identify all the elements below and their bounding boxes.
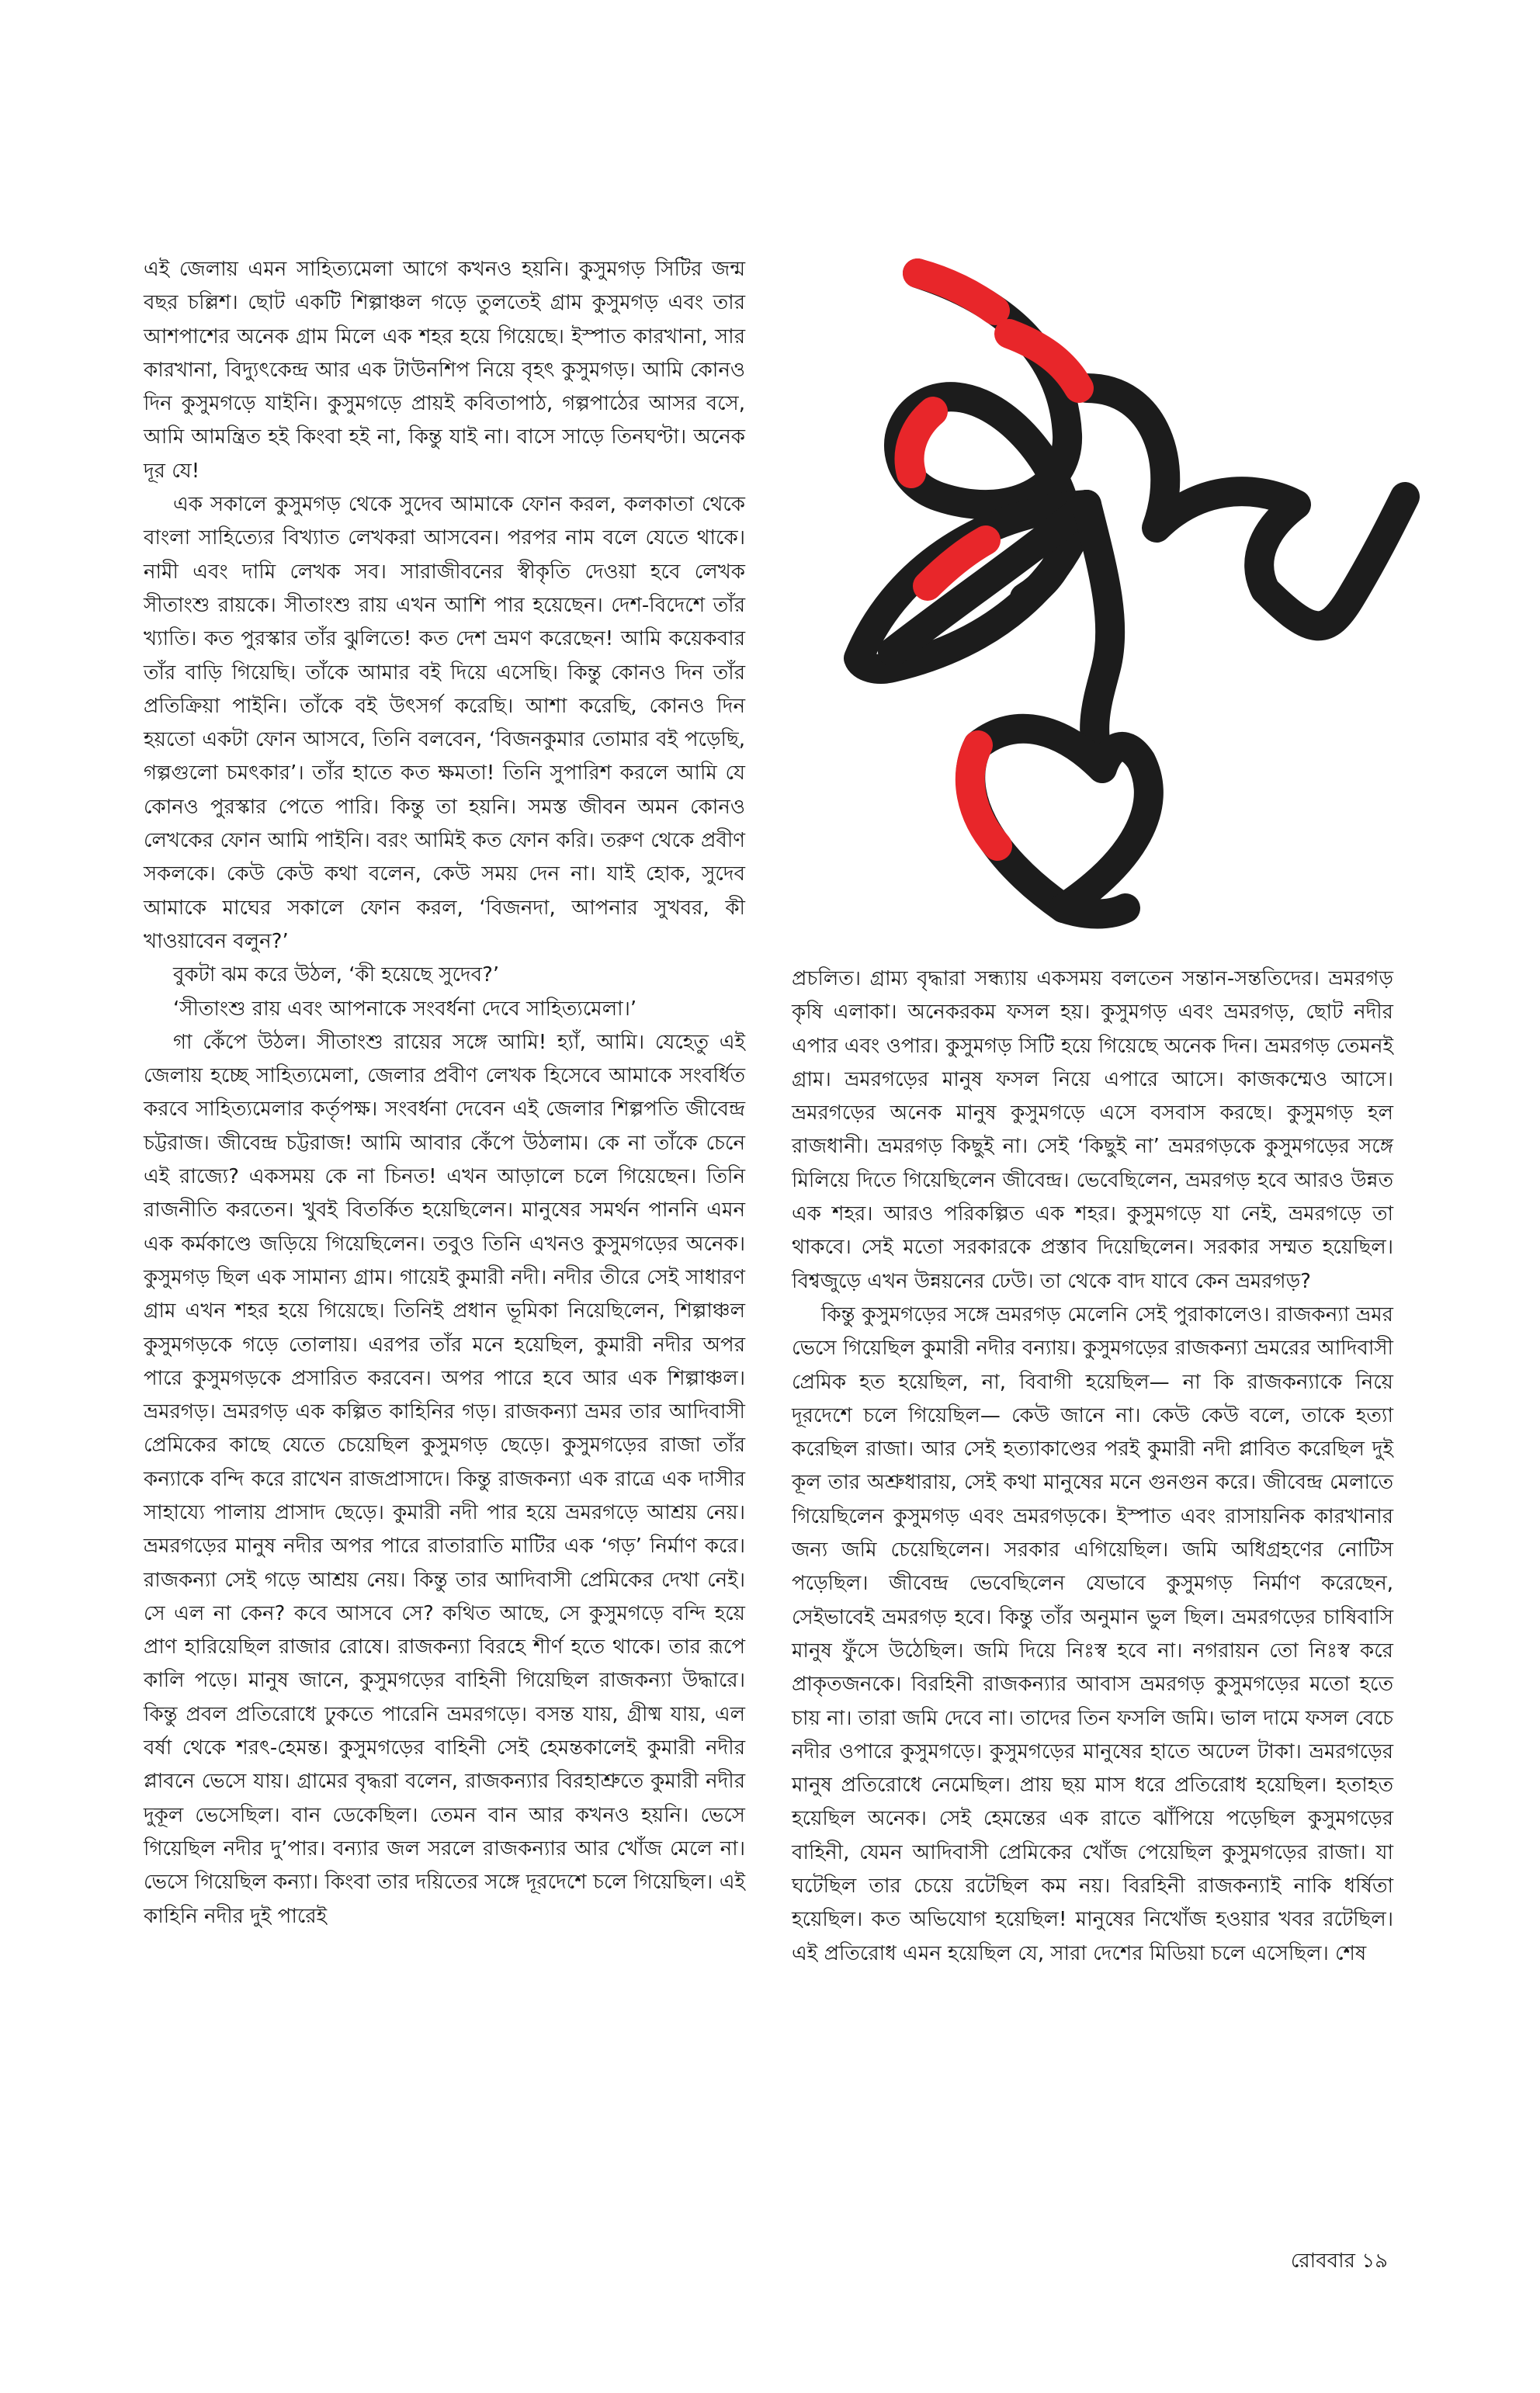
- page-folio: রোববার ১৯: [1290, 2249, 1388, 2273]
- stroke-top-accent: [917, 273, 995, 310]
- paragraph: প্রচলিত। গ্রাম্য বৃদ্ধারা সন্ধ্যায় একসময় বলতেন সন্তান-সন্ততিদের। ভ্রমরগড় কৃষি এলাকা। অনেকরকম ফসল হয়। কুসুমগড় এবং ভ্রমরগড়, ছোট নদীর এপার এবং ওপার। কুসুমগড় সিটি হয়ে গিয়েছে অনেক দিন। ভ্রমরগড় তেমনই গ্রাম। ভ্রমরগড়ের মানুষ ফসল নিয়ে এপারে আসে। কাজকম্মেও আসে। ভ্রমরগড়ের অনেক মানুষ কুসুমগড়ে এসে বসবাস করছে। কুসুমগড় হল রাজধানী। ভ্রমরগড় কিছুই না। সেই ‘কিছুই না’ ভ্রমরগড়কে কুসুমগড়ের সঙ্গে মিলিয়ে দিতে গিয়েছিলেন জীবেন্দ্র। ভেবেছিলেন, ভ্রমরগড় হবে আরও উন্নত এক শহর। আরও পরিকল্পিত এক শহর। কুসুমগড়ে যা নেই, ভ্রমরগড়ে তা থাকবে। সেই মতো সরকারকে প্রস্তাব দিয়েছিলেন। সরকার সম্মত হয়েছিল। বিশ্বজুড়ে এখন উন্নয়নের ঢেউ। তা থেকে বাদ যাবে কেন ভ্রমরগড়?: [792, 967, 1393, 1293]
- paragraph: ‘সীতাংশু রায় এবং আপনাকে সংবর্ধনা দেবে সাহিত্যমেলা।’: [173, 997, 637, 1021]
- paragraph: এই জেলায় এমন সাহিত্যমেলা আগে কখনও হয়নি। কুসুমগড় সিটির জন্ম বছর চল্লিশ। ছোট একটি শিল্পাঞ্চল গড়ে তুলতেই গ্রাম কুসুমগড় এবং তার আশপাশের অনেক গ্রাম মিলে এক শহর হয়ে গিয়েছে। ইস্পাত কারখানা, সার কারখানা, বিদ্যুৎকেন্দ্র আর এক টাউনশিপ নিয়ে বৃহৎ কুসুমগড়। আমি কোনও দিন কুসুমগড়ে যাইনি। কুসুমগড়ে প্রায়ই কবিতাপাঠ, গল্পপাঠের আসর বসে, আমি আমন্ত্রিত হই কিংবা হই না, কিন্তু যাই না। বাসে সাড়ে তিনঘণ্টা। অনেক দূর যে!: [144, 258, 745, 483]
- paragraph: গা কেঁপে উঠল। সীতাংশু রায়ের সঙ্গে আমি! হ্যাঁ, আমি। যেহেতু এই জেলায় হচ্ছে সাহিত্যমেলা, জেলার প্রবীণ লেখক হিসেবে আমাকে সংবর্ধিত করবে সাহিত্যমেলার কর্তৃপক্ষ। সংবর্ধনা দেবেন এই জেলার শিল্পপতি জীবেন্দ্র চট্টরাজ। জীবেন্দ্র চট্টরাজ! আমি আবার কেঁপে উঠলাম। কে না তাঁকে চেনে এই রাজ্যে? একসময় কে না চিনত! এখন আড়ালে চলে গিয়েছেন। তিনি রাজনীতি করতেন। খুবই বিতর্কিত হয়েছিলেন। মানুষের সমর্থন পাননি এমন এক কর্মকাণ্ডে জড়িয়ে গিয়েছিলেন। তবুও তিনি এখনও কুসুমগড়ের অনেক। কুসুমগড় ছিল এক সামান্য গ্রাম। গায়েই কুমারী নদী। নদীর তীরে সেই সাধারণ গ্রাম এখন শহর হয়ে গিয়েছে। তিনিই প্রধান ভূমিকা নিয়েছিলেন, শিল্পাঞ্চল কুসুমগড়কে গড়ে তোলায়। এরপর তাঁর মনে হয়েছিল, কুমারী নদীর অপর পারে কুসুমগড়কে প্রসারিত করবেন। অপর পারে হবে আর এক শিল্পাঞ্চল। ভ্রমরগড়। ভ্রমরগড় এক কল্পিত কাহিনির গড়। রাজকন্যা ভ্রমর তার আদিবাসী প্রেমিকের কাছে যেতে চেয়েছিল কুসুমগড় ছেড়ে। কুসুমগড়ের রাজা তাঁর কন্যাকে বন্দি করে রাখেন রাজপ্রাসাদে। কিন্তু রাজকন্যা এক রাত্রে এক দাসীর সাহায্যে পালায় প্রাসাদ ছেড়ে। কুমারী নদী পার হয়ে ভ্রমরগড়ে আশ্রয় নেয়। ভ্রমরগড়ের মানুষ নদীর অপর পারে রাতারাতি মাটির এক ‘গড়’ নির্মাণ করে। রাজকন্যা সেই গড়ে আশ্রয় নেয়। কিন্তু তার আদিবাসী প্রেমিকের দেখা নেই। সে এল না কেন? কবে আসবে সে? কথিত আছে, সে কুসুমগড়ে বন্দি হয়ে প্রাণ হারিয়েছিল রাজার রোষে। রাজকন্যা বিরহে শীর্ণ হতে থাকে। তার রূপে কালি পড়ে। মানুষ জানে, কুসুমগড়ের বাহিনী গিয়েছিল রাজকন্যা উদ্ধারে। কিন্তু প্রবল প্রতিরোধে ঢুকতে পারেনি ভ্রমরগড়ে। বসন্ত যায়, গ্রীষ্ম যায়, এল বর্ষা থেকে শরৎ-হেমন্ত। কুসুমগড়ের বাহিনী সেই হেমন্তকালেই কুমারী নদীর প্লাবনে ভেসে যায়। গ্রামের বৃদ্ধরা বলেন, রাজকন্যার বিরহাশ্রুতে কুমারী নদীর দুকূল ভেসেছিল। বান ডেকেছিল। তেমন বান আর কখনও হয়নি। ভেসে গিয়েছিল নদীর দু’পার। বন্যার জল সরলে রাজকন্যার আর খোঁজ মেলে না। ভেসে গিয়েছিল কন্যা। কিংবা তার দয়িতের সঙ্গে দূরদেশে চলে গিয়েছিল। এই কাহিনি নদীর দুই পারেই: [144, 1030, 745, 1928]
- stroke-top-left-accent: [910, 411, 933, 473]
- stroke-stem: [1087, 505, 1110, 768]
- article-column-right: [792, 962, 1393, 1971]
- stroke-bottom-tail: [1063, 908, 1126, 914]
- paragraph: কিন্তু কুসুমগড়ের সঙ্গে ভ্রমরগড় মেলেনি সেই পুরাকালেও। রাজকন্যা ভ্রমর ভেসে গিয়েছিল কুমারী নদীর বন্যায়। কুসুমগড়ের রাজকন্যা ভ্রমরের আদিবাসী প্রেমিক হত হয়েছিল, না, বিবাগী হয়েছিল— না কি রাজকন্যাকে নিয়ে দূরদেশে চলে গিয়েছিল— কেউ জানে না। কেউ কেউ বলে, তাকে হত্যা করেছিল রাজা। আর সেই হত্যাকাণ্ডের পরই কুমারী নদী প্লাবিত করেছিল দুই কূল তার অশ্রুধারায়, সেই কথা মানুষের মনে গুনগুন করে। জীবেন্দ্র মেলাতে গিয়েছিলেন কুসুমগড় এবং ভ্রমরগড়কে। ইস্পাত এবং রাসায়নিক কারখানার জন্য জমি চেয়েছিলেন। সরকার এগিয়েছিল। জমি অধিগ্রহণের নোটিস পড়েছিল। জীবেন্দ্র ভেবেছিলেন যেভাবে কুসুমগড় নির্মাণ করেছেন, সেইভাবেই ভ্রমরগড় হবে। কিন্তু তাঁর অনুমান ভুল ছিল। ভ্রমরগড়ের চাষিবাসি মানুষ ফুঁসে উঠেছিল। জমি দিয়ে নিঃস্ব হবে না। নগরায়ন তো নিঃস্ব করে প্রাকৃতজনকে। বিরহিনী রাজকন্যার আবাস ভ্রমরগড় কুসুমগড়ের মতো হতে চায় না। তারা জমি দেবে না। তাদের তিন ফসলি জমি। ভাল দামে ফসল বেচে নদীর ওপারে কুসুমগড়ে। কুসুমগড়ের মানুষের হাতে অঢেল টাকা। ভ্রমরগড়ের মানুষ প্রতিরোধে নেমেছিল। প্রায় ছয় মাস ধরে প্রতিরোধ হয়েছিল। হতাহত হয়েছিল অনেক। সেই হেমন্তের এক রাতে ঝাঁপিয়ে পড়েছিল কুসুমগড়ের বাহিনী, যেমন আদিবাসী প্রেমিকের খোঁজ পেয়েছিল কুসুমগড়ের রাজা। যা ঘটেছিল তার চেয়ে রটেছিল কম নয়। বিরহিনী রাজকন্যাই নাকি ধর্ষিতা হয়েছিল। কত অভিযোগ হয়েছিল! মানুষের নিখোঁজ হওয়ার খবর রটেছিল। এই প্রতিরোধ এমন হয়েছিল যে, সারা দেশের মিডিয়া চলে এসেছিল। শেষ: [792, 1302, 1393, 1965]
- calligraphic-leaf-branch-icon: [831, 233, 1436, 931]
- article-column-left: [144, 253, 745, 1933]
- paragraph: বুকটা ঝম করে উঠল, ‘কী হয়েছে সুদেব?’: [173, 963, 500, 987]
- stroke-bottom-accent: [970, 745, 997, 846]
- stroke-bottom-leaf: [970, 729, 1149, 908]
- stroke-right-branch: [1087, 388, 1405, 626]
- paragraph: এক সকালে কুসুমগড় থেকে সুদেব আমাকে ফোন করল, কলকাতা থেকে বাংলা সাহিত্যের বিখ্যাত লেখকরা আসবেন। পরপর নাম বলে যেতে থাকে। নামী এবং দামি লেখক সব। সারাজীবনের স্বীকৃতি দেওয়া হবে লেখক সীতাংশু রায়কে। সীতাংশু রায় এখন আশি পার হয়েছেন। দেশ-বিদেশে তাঁর খ্যাতি। কত পুরস্কার তাঁর ঝুলিতে! কত দেশ ভ্রমণ করেছেন! আমি কয়েকবার তাঁর বাড়ি গিয়েছি। তাঁকে আমার বই দিয়ে এসেছি। কিন্তু কোনও দিন তাঁর প্রতিক্রিয়া পাইনি। তাঁকে বই উৎসর্গ করেছি। আশা করেছি, কোনও দিন হয়তো একটা ফোন আসবে, তিনি বলবেন, ‘বিজনকুমার তোমার বই পড়েছি, গল্পগুলো চমৎকার’। তাঁর হাতে কত ক্ষমতা! তিনি সুপারিশ করলে আমি যে কোনও পুরস্কার পেতে পারি। কিন্তু তা হয়নি। সমস্ত জীবন অমন কোনও লেখকের ফোন আমি পাইনি। বরং আমিই কত ফোন করি। তরুণ থেকে প্রবীণ সকলকে। কেউ কেউ কথা বলেন, কেউ সময় দেন না। যাই হোক, সুদেব আমাকে মাঘের সকালে ফোন করল, ‘বিজনদা, আপনার সুখবর, কী খাওয়াবেন বলুন?’: [144, 493, 745, 953]
